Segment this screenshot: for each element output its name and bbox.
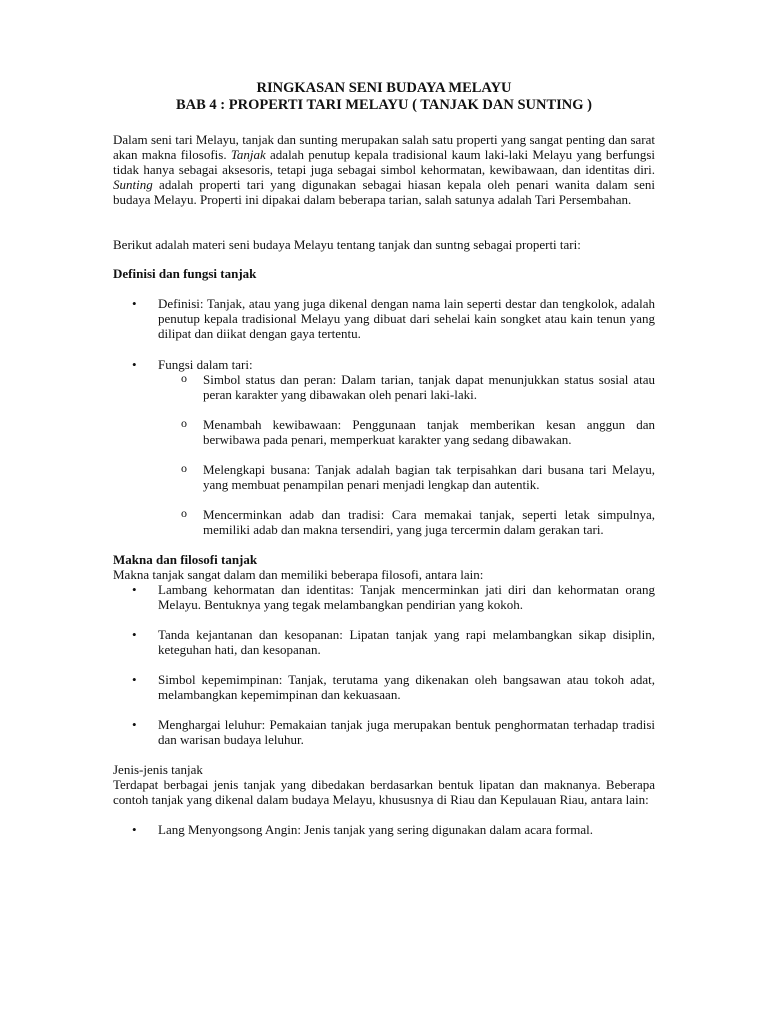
section-heading-makna: Makna dan filosofi tanjak (113, 552, 258, 567)
term-tanjak: Tanjak (230, 147, 266, 162)
document-content (113, 80, 655, 837)
sublist-item: o Menambah kewibawaan: Penggunaan tanjak memberikan kesan anggun dan berwibawa pada penari, memperkuat karakter yang sedang dibawakan. (158, 417, 655, 447)
list-item-definisi: • Definisi: Tanjak, atau yang juga dikenal dengan nama lain seperti destar dan tengkolok, adalah penutup kepala tradisional Melayu yang dibuat dari sehelai kain songket atau kain tenun yang dilipat dan diikat dengan gaya tertentu. (113, 296, 655, 341)
sublist-item: o Melengkapi busana: Tanjak adalah bagian tak terpisahkan dari busana tari Melayu, yang membuat penampilan penari menjadi lengkap dan autentik. (158, 462, 655, 492)
sublist-item: o Simbol status dan peran: Dalam tarian, tanjak dapat menunjukkan status sosial atau peran karakter yang dibawakan oleh penari laki-laki. (158, 372, 655, 402)
list-item: • Lambang kehormatan dan identitas: Tanjak mencerminkan jati diri dan kehormatan orang Melayu. Bentuknya yang tegak melambangkan pendirian yang kokoh. (113, 582, 655, 612)
intro-paragraph (113, 132, 655, 207)
list-item: • Simbol kepemimpinan: Tanjak, terutama yang dikenakan oleh bangsawan atau tokoh adat, melambangkan kepemimpinan dan kekuasaan. (113, 672, 655, 702)
list-item: • Menghargai leluhur: Pemakaian tanjak juga merupakan bentuk penghormatan terhadap tradisi dan warisan budaya leluhur. (113, 717, 655, 747)
makna-list (113, 582, 655, 747)
fungsi-label: Fungsi dalam tari: (158, 357, 253, 372)
section-heading-definisi: Definisi dan fungsi tanjak (113, 266, 257, 281)
sublist-item: o Mencerminkan adab dan tradisi: Cara memakai tanjak, seperti letak simpulnya, memiliki adab dan makna tersendiri, yang juga tercermin dalam gerakan tari. (158, 507, 655, 537)
makna-intro: Makna tanjak sangat dalam dan memiliki beberapa filosofi, antara lain: (113, 567, 484, 582)
intro-text-2: adalah penutup kepala tradisional kaum laki-laki Melayu yang berfungsi tidak hanya sebagai aksesoris, tetapi juga sebagai simbol kehormatan, kewibawaan, dan identitas diri. (113, 147, 655, 177)
lead-paragraph: Berikut adalah materi seni budaya Melayu tentang tanjak dan suntng sebagai properti tari: (113, 237, 581, 252)
fungsi-sublist (158, 372, 655, 537)
jenis-list (113, 822, 655, 837)
jenis-intro: Terdapat berbagai jenis tanjak yang dibedakan berdasarkan bentuk lipatan dan maknanya. Beberapa contoh tanjak yang dikenal dalam budaya Melayu, khususnya di Riau dan Kepulauan Riau, antara lain: (113, 777, 655, 807)
chapter-title: BAB 4 : PROPERTI TARI MELAYU ( TANJAK DAN SUNTING ) (175, 97, 592, 113)
intro-text-1: Dalam seni tari Melayu, tanjak dan sunting merupakan salah satu properti yang sangat penting dan sarat akan makna filosofis. (113, 132, 655, 162)
intro-text-3: adalah properti tari yang digunakan sebagai hiasan kepala oleh penari wanita dalam seni budaya Melayu. Properti ini dipakai dalam beberapa tarian, salah satunya adalah Tari Persembahan. (113, 177, 655, 207)
list-item: • Tanda kejantanan dan kesopanan: Lipatan tanjak yang rapi melambangkan sikap disiplin, keteguhan hati, dan kesopanan. (113, 627, 655, 657)
document-title: RINGKASAN SENI BUDAYA MELAYU (256, 80, 512, 96)
list-item-fungsi (113, 357, 655, 537)
list-item: • Lang Menyongsong Angin: Jenis tanjak yang sering digunakan dalam acara formal. (113, 822, 655, 837)
definisi-list (113, 296, 655, 537)
section-heading-jenis: Jenis-jenis tanjak (113, 762, 203, 777)
term-sunting: Sunting (113, 177, 153, 192)
